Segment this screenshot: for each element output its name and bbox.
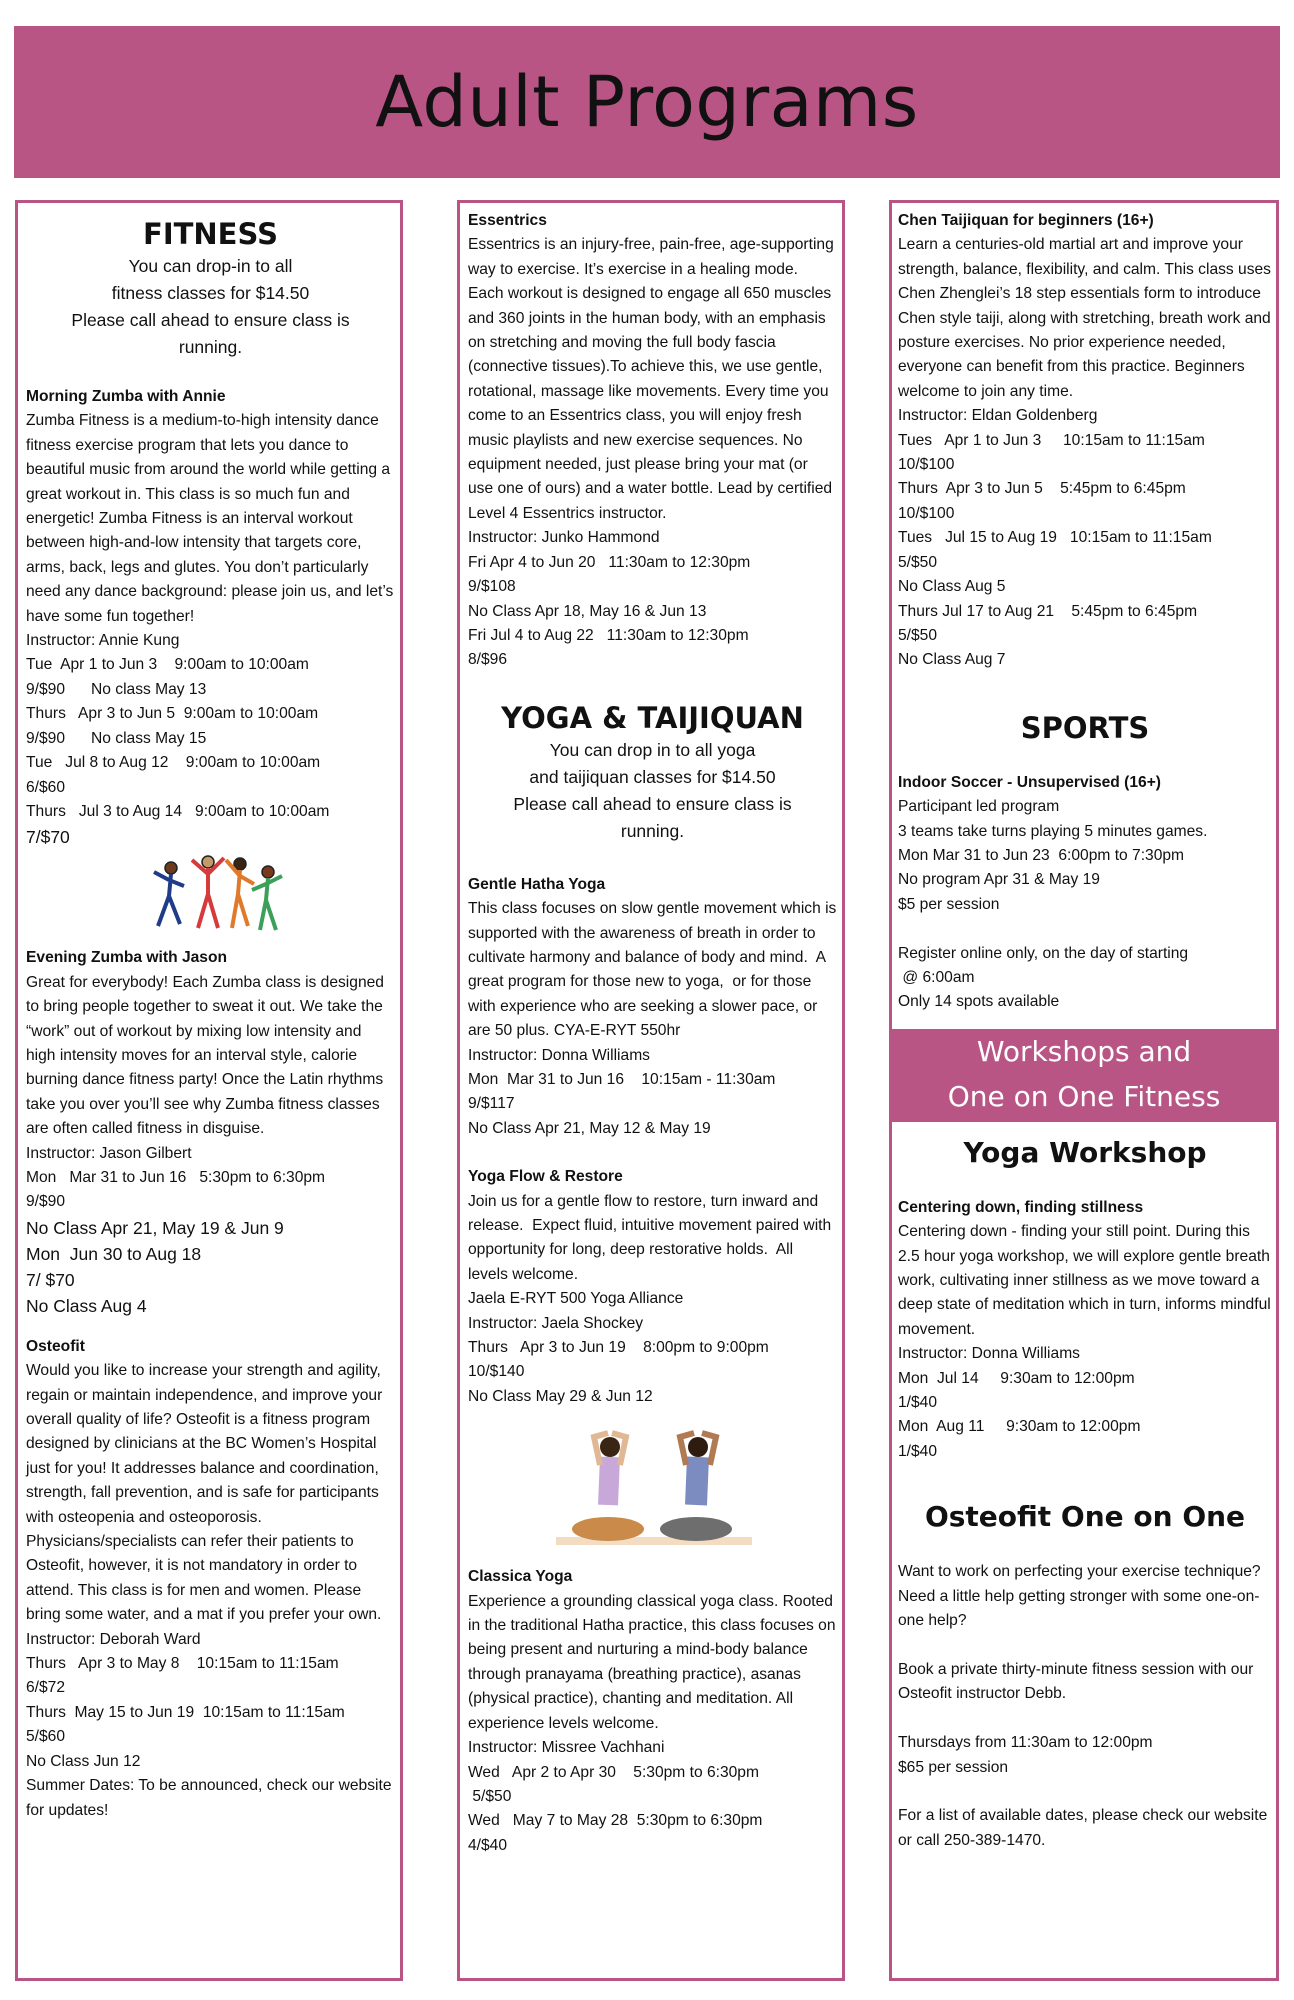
osteofit-one-heading: Osteofit One on One	[924, 1500, 1246, 1534]
page-title: Adult Programs	[375, 61, 919, 143]
workshops-band-line2: One on One Fitness	[947, 1079, 1221, 1113]
sports-workshops-column	[889, 200, 1279, 1981]
soccer-title: Indoor Soccer - Unsupervised (16+)	[898, 773, 1161, 791]
zumba-dancers-illustration	[136, 850, 286, 934]
osteofit-one-desc: Want to work on perfecting your exercise technique? Need a little help getting stronger with some one-on-one help? Book a private thirty-minute fitness session with our Osteofit instructor Debb. Thursdays from 11:30am to 12:00pm $65 per session For a list of available dates, please check our website or call 250-389-1470.	[898, 1563, 1268, 1849]
yoga-intro: You can drop in to all yoga and taijiquan classes for $14.50 Please call ahead to ensure class is running.	[513, 739, 792, 841]
fitness-heading: FITNESS	[143, 217, 278, 251]
classica-desc: Experience a grounding classical yoga class. Rooted in the traditional Hatha practice, this class focuses on being present and nurturing a mind-body balance through pranayama (breathing practice), asanas (physical practice), chanting and meditation. All experience levels welcome. Instructor: Missree Vachhani Wed Apr 2 to Apr 30 5:30pm to 6:30pm 5/$50 Wed May 7 to May 28 5:30pm to 6:30pm 4/$40	[468, 1592, 836, 1854]
fitness-intro: You can drop-in to all fitness classes for $14.50 Please call ahead to ensure class is running.	[71, 256, 350, 357]
flow-desc: Join us for a gentle flow to restore, turn inward and release. Expect fluid, intuitive movement paired with opportunity for long, deep restorative holds. All levels welcome. Jaela E-RYT 500 Yoga Alliance Instructor: Jaela Shockey Thurs Apr 3 to Jun 19 8:00pm to 9:00pm 10/$140 No Class May 29 & Jun 12	[468, 1192, 832, 1405]
yoga-heading: YOGA & TAIJIQUAN	[501, 700, 804, 735]
morning-zumba-title: Morning Zumba with Annie	[26, 388, 226, 405]
classica-title: Classica Yoga	[468, 1568, 573, 1586]
fitness-column	[15, 200, 403, 1981]
hatha-title: Gentle Hatha Yoga	[468, 875, 606, 893]
chen-desc: Learn a centuries-old martial art and improve your strength, balance, flexibility, and calm. This class uses Chen Zhenglei’s 18 step essentials form to introduce Chen style taiji, along with stretching, breath work and posture exercises. No prior experience needed, everyone can benefit from this practice. Beginners welcome to join any time. Instructor: Eldan Goldenberg Tues Apr 1 to Jun 3 10:15am to 11:15am 10/$100 Thurs Apr 3 to Jun 5 5:45pm to 6:45pm 10/$100 Tues Jul 15 to Aug 19 10:15am to 11:15am 5/$50 No Class Aug 5 Thurs Jul 17 to Aug 21 5:45pm to 6:45pm 5/$50 No Class Aug 7	[898, 236, 1271, 669]
chen-title: Chen Taijiquan for beginners (16+)	[898, 212, 1154, 229]
yoga-column	[457, 200, 845, 1981]
osteofit-desc: Would you like to increase your strength and agility, regain or maintain independence, and improve your overall quality of life? Osteofit is a fitness program designed by clinicians at the BC Women’s Hospital just for you! It addresses balance and coordination, strength, fall prevention, and is safe for participants with osteopenia and osteoporosis. Physicians/specialists can refer their patients to Osteofit, however, it is not mandatory in order to attend. This class is for men and women. Please bring some water, and a mat if you prefer your own. Instructor: Deborah Ward Thurs Apr 3 to May 8 10:15am to 11:15am 6/$72 Thurs May 15 to Jun 19 10:15am to 11:15am 5/$60 No Class Jun 12 Summer Dates: To be announced, check our website for updates!	[26, 1362, 392, 1819]
hatha-desc: This class focuses on slow gentle movement which is supported with the awareness of breath in order to cultivate harmony and balance of body and mind. A great program for those new to yoga, or for those with experience who are seeking a slower pace, or are 50 plus. CYA-E-RYT 550hr Instructor: Donna Williams Mon Mar 31 to Jun 16 10:15am - 11:30am 9/$117 No Class Apr 21, May 12 & May 19	[468, 900, 837, 1137]
essentrics-desc: Essentrics is an injury-free, pain-free, age-supporting way to exercise. It’s exercise in a healing mode. Each workout is designed to engage all 650 muscles and 360 joints in the human body, with an emphasis on stretching and moving the full body fascia (connective tissues).To achieve this, we use gentle, rotational, massage like movements. Every time you come to an Essentrics class, you will enjoy fresh music playlists and new exercise sequences. No equipment needed, just please bring your mat (or use one of ours) and a water bottle. Lead by certified Level 4 Essentrics instructor. Instructor: Junko Hammond Fri Apr 4 to Jun 20 11:30am to 12:30pm 9/$108 No Class Apr 18, May 16 & Jun 13 Fri Jul 4 to Aug 22 11:30am to 12:30pm 8/$96	[468, 236, 834, 669]
morning-zumba-desc: Zumba Fitness is a medium-to-high intensity dance fitness exercise program that lets you dance to beautiful music from around the world while getting a great workout in. This class is so much fun and energetic! Zumba Fitness is an interval workout between high-and-low intensity that targets core, arms, back, legs and glutes. You don’t particularly need any dance background: please join us, and let’s have some fun together! Instructor: Annie Kung Tue Apr 1 to Jun 3 9:00am to 10:00am 9/$90 No class May 13 Thurs Apr 3 to Jun 5 9:00am to 10:00am 9/$90 No class May 15 Tue Jul 8 to Aug 12 9:00am to 10:00am 6/$60 Thurs Jul 3 to Aug 14 9:00am to 10:00am	[26, 412, 394, 820]
yoga-workshop-heading: Yoga Workshop	[963, 1135, 1207, 1169]
centering-title: Centering down, finding stillness	[898, 1198, 1144, 1216]
yoga-pair-illustration	[538, 1425, 768, 1555]
osteofit-title: Osteofit	[26, 1337, 85, 1355]
evening-zumba-title: Evening Zumba with Jason	[26, 949, 228, 967]
essentrics-title: Essentrics	[468, 212, 547, 229]
evening-zumba-extra: No Class Apr 21, May 19 & Jun 9 Mon Jun 30 to Aug 18 7/ $70 No Class Aug 4	[26, 1217, 284, 1316]
morning-zumba-last: 7/$70	[26, 827, 70, 848]
title-banner	[14, 26, 1280, 178]
centering-desc: Centering down - finding your still point. During this 2.5 hour yoga workshop, we will explore gentle breath work, cultivating inner stillness as we move toward a deep state of meditation which in turn, informs mindful movement. Instructor: Donna Williams Mon Jul 14 9:30am to 12:00pm 1/$40 Mon Aug 11 9:30am to 12:00pm 1/$40	[898, 1223, 1271, 1460]
sports-heading: SPORTS	[1020, 710, 1150, 745]
workshops-band	[892, 1029, 1276, 1122]
workshops-band-line1: Workshops and	[976, 1034, 1192, 1068]
soccer-desc: Participant led program 3 teams take turns playing 5 minutes games. Mon Mar 31 to Jun 23 6:00pm to 7:30pm No program Apr 31 & May 19 $5 per session Register online only, on the day of starting @ 6:00am Only 14 spots available	[898, 798, 1208, 1011]
flow-title: Yoga Flow & Restore	[468, 1168, 623, 1186]
evening-zumba-desc: Great for everybody! Each Zumba class is designed to bring people together to sweat it out. We take the “work” out of workout by mixing low intensity and high intensity moves for an interval style, calorie burning dance fitness party! Once the Latin rhythms take you over you’ll see why Zumba fitness classes are often called fitness in disguise. Instructor: Jason Gilbert Mon Mar 31 to Jun 16 5:30pm to 6:30pm 9/$90	[26, 973, 384, 1211]
